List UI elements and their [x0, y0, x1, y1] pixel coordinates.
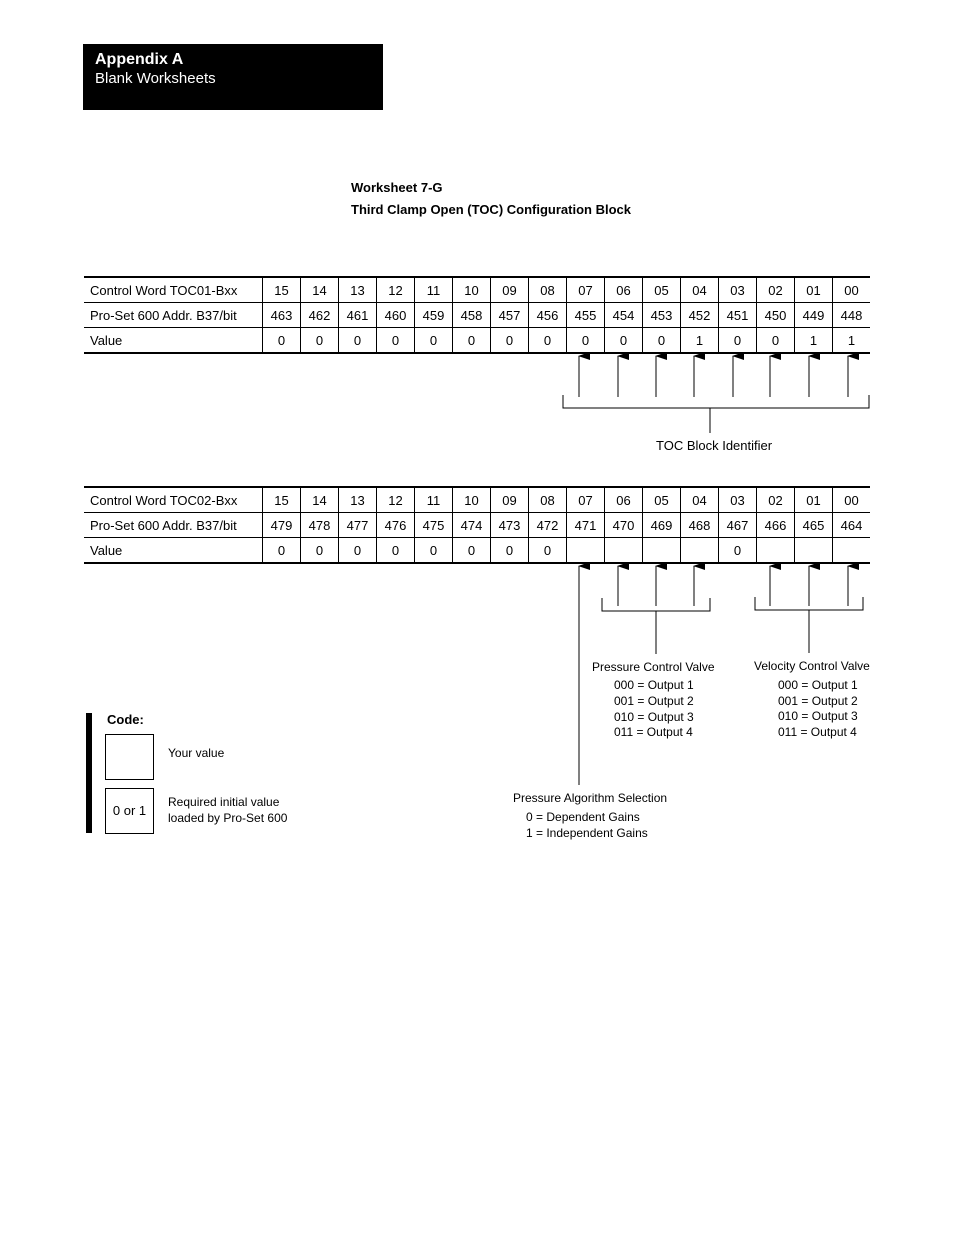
address-cell: 455: [567, 303, 605, 328]
pressure-algorithm-option: 1 = Independent Gains: [526, 826, 648, 840]
bit-number-cell: 05: [643, 277, 681, 303]
address-cell: 462: [301, 303, 339, 328]
bit-number-cell: 01: [795, 277, 833, 303]
required-value-label: Required initial value: [168, 795, 280, 809]
bit-number-cell: 13: [339, 277, 377, 303]
pressure-valve-option: 011 = Output 4: [614, 725, 693, 739]
value-cell: 0: [453, 538, 491, 564]
value-cell: 0: [757, 328, 795, 354]
address-cell: 457: [491, 303, 529, 328]
address-cell: 471: [567, 513, 605, 538]
address-cell: 473: [491, 513, 529, 538]
appendix-subtitle: Blank Worksheets: [95, 70, 216, 87]
value-cell: 0: [301, 328, 339, 354]
address-cell: 454: [605, 303, 643, 328]
address-cell: 453: [643, 303, 681, 328]
pressure-algorithm-title: Pressure Algorithm Selection: [513, 791, 668, 805]
address-cell: 452: [681, 303, 719, 328]
value-cell: 0: [377, 328, 415, 354]
row-label: Pro-Set 600 Addr. B37/bit: [84, 303, 263, 328]
your-value-box: [105, 734, 154, 780]
velocity-valve-option: 001 = Output 2: [778, 694, 858, 708]
address-cell: 451: [719, 303, 757, 328]
bit-number-cell: 06: [605, 277, 643, 303]
address-cell: 478: [301, 513, 339, 538]
bit-number-cell: 10: [453, 487, 491, 513]
code-legend-bar: [86, 713, 92, 833]
bit-number-cell: 14: [301, 487, 339, 513]
address-cell: 458: [453, 303, 491, 328]
address-cell: 476: [377, 513, 415, 538]
pressure-valve-option: 000 = Output 1: [614, 678, 694, 692]
bit-number-cell: 12: [377, 487, 415, 513]
bit-number-cell: 04: [681, 487, 719, 513]
address-cell: 469: [643, 513, 681, 538]
bit-number-cell: 15: [263, 277, 301, 303]
velocity-valve-option: 011 = Output 4: [778, 725, 857, 739]
address-cell: 460: [377, 303, 415, 328]
value-cell: 1: [681, 328, 719, 354]
toc-identifier-bracket: [563, 395, 869, 433]
value-cell: 0: [301, 538, 339, 564]
bit-number-cell: 03: [719, 487, 757, 513]
bit-number-cell: 07: [567, 277, 605, 303]
address-cell: 456: [529, 303, 567, 328]
bit-number-cell: 14: [301, 277, 339, 303]
address-cell: 448: [833, 303, 871, 328]
value-cell: 0: [719, 328, 757, 354]
address-cell: 467: [719, 513, 757, 538]
address-cell: 463: [263, 303, 301, 328]
required-value-label-2: loaded by Pro-Set 600: [168, 811, 288, 825]
bit-number-cell: 04: [681, 277, 719, 303]
address-cell: 477: [339, 513, 377, 538]
required-value-box: 0 or 1: [105, 788, 154, 834]
value-cell: 0: [491, 328, 529, 354]
address-cell: 479: [263, 513, 301, 538]
address-cell: 470: [605, 513, 643, 538]
toc-identifier-label: TOC Block Identifier: [656, 438, 773, 453]
address-cell: 450: [757, 303, 795, 328]
bit-number-cell: 05: [643, 487, 681, 513]
bit-number-cell: 11: [415, 277, 453, 303]
pressure-valve-option: 010 = Output 3: [614, 710, 694, 724]
value-cell: 0: [605, 328, 643, 354]
address-cell: 461: [339, 303, 377, 328]
bit-number-cell: 07: [567, 487, 605, 513]
row-label: Control Word TOC02-Bxx: [84, 487, 263, 513]
worksheet-number: Worksheet 7-G: [351, 180, 443, 195]
bit-number-cell: 02: [757, 487, 795, 513]
bit-number-cell: 15: [263, 487, 301, 513]
velocity-valve-option: 010 = Output 3: [778, 709, 858, 723]
bit-number-cell: 08: [529, 277, 567, 303]
value-cell: 0: [339, 328, 377, 354]
address-cell: 459: [415, 303, 453, 328]
row-label: Value: [84, 328, 263, 354]
pressure-valve-option: 001 = Output 2: [614, 694, 694, 708]
bit-number-cell: 09: [491, 487, 529, 513]
bit-number-cell: 13: [339, 487, 377, 513]
value-cell: 0: [263, 328, 301, 354]
bit-number-cell: 09: [491, 277, 529, 303]
pressure-algorithm-option: 0 = Dependent Gains: [526, 810, 640, 824]
address-cell: 466: [757, 513, 795, 538]
address-cell: 449: [795, 303, 833, 328]
row-label: Value: [84, 538, 263, 564]
bit-number-cell: 01: [795, 487, 833, 513]
appendix-title: Appendix A: [95, 51, 184, 68]
value-cell: 0: [263, 538, 301, 564]
velocity-valve-title: Velocity Control Valve: [754, 659, 870, 673]
value-cell: 0: [339, 538, 377, 564]
address-cell: 472: [529, 513, 567, 538]
value-cell: 0: [567, 328, 605, 354]
bit-number-cell: 03: [719, 277, 757, 303]
value-cell: 0: [719, 538, 757, 564]
bit-number-cell: 08: [529, 487, 567, 513]
address-cell: 465: [795, 513, 833, 538]
value-cell: 1: [795, 328, 833, 354]
value-cell: 1: [833, 328, 871, 354]
bit-number-cell: 06: [605, 487, 643, 513]
code-title: Code:: [107, 712, 144, 727]
address-cell: 474: [453, 513, 491, 538]
bit-number-cell: 02: [757, 277, 795, 303]
address-cell: 464: [833, 513, 871, 538]
row-label: Control Word TOC01-Bxx: [84, 277, 263, 303]
velocity-valve-option: 000 = Output 1: [778, 678, 858, 692]
pressure-valve-title: Pressure Control Valve: [592, 660, 715, 674]
value-cell: 0: [529, 538, 567, 564]
row-label: Pro-Set 600 Addr. B37/bit: [84, 513, 263, 538]
value-cell: 0: [453, 328, 491, 354]
value-cell: 0: [415, 538, 453, 564]
bit-number-cell: 12: [377, 277, 415, 303]
bit-number-cell: 00: [833, 487, 871, 513]
pressure-valve-bracket: [602, 598, 710, 654]
value-cell: 0: [415, 328, 453, 354]
your-value-label: Your value: [168, 746, 225, 760]
value-cell: 0: [377, 538, 415, 564]
bit-number-cell: 11: [415, 487, 453, 513]
bit-number-cell: 10: [453, 277, 491, 303]
value-cell: 0: [643, 328, 681, 354]
bit-number-cell: 00: [833, 277, 871, 303]
value-cell: 0: [491, 538, 529, 564]
worksheet-title: Third Clamp Open (TOC) Configuration Block: [351, 202, 631, 217]
value-cell: 0: [529, 328, 567, 354]
address-cell: 475: [415, 513, 453, 538]
address-cell: 468: [681, 513, 719, 538]
